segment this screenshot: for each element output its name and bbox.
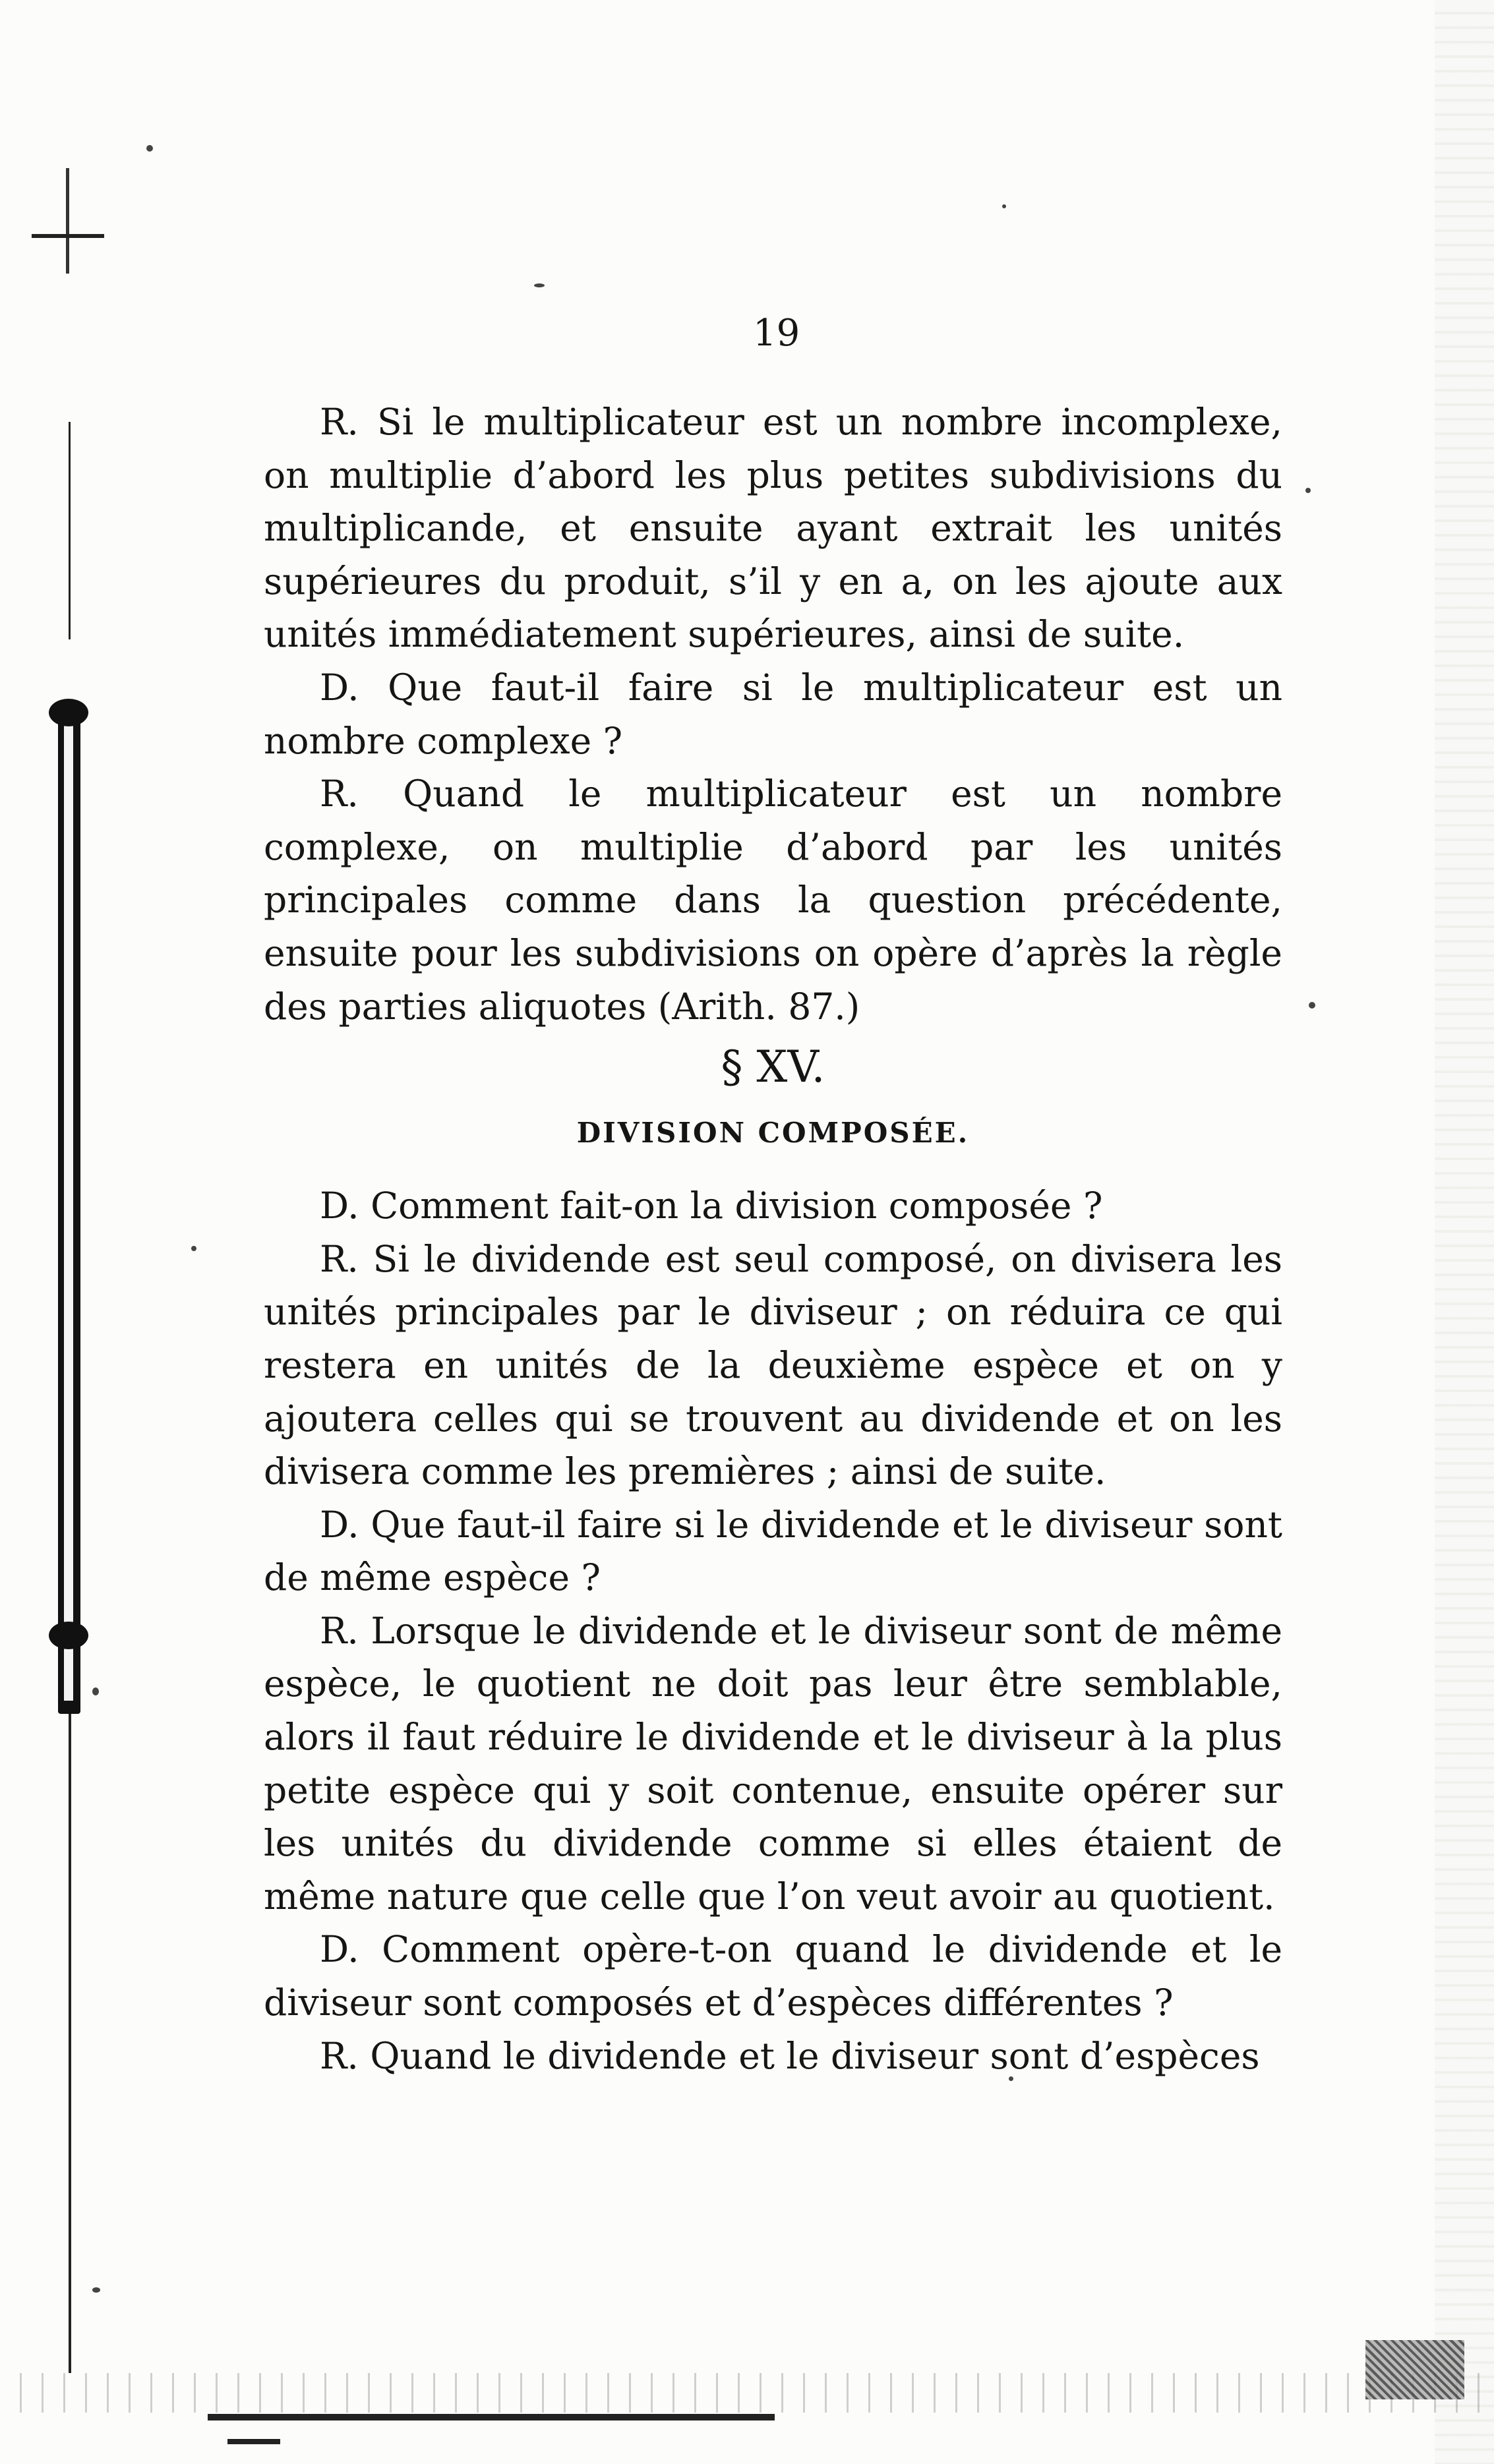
- question-paragraph: D. Comment fait-on la division composée ?: [320, 1185, 1103, 1227]
- speck: [146, 145, 153, 152]
- question-paragraph: D. Que faut-il faire si le dividende et le diviseur sont de même espèce ?: [264, 1503, 1282, 1599]
- speck: [1305, 488, 1311, 493]
- bottom-rule: [208, 2414, 775, 2420]
- speck: [92, 1687, 99, 1695]
- bottom-rule-short: [227, 2439, 280, 2444]
- body-text: [264, 396, 1282, 2082]
- speck: [534, 283, 545, 287]
- speck: [1309, 1002, 1315, 1009]
- question-paragraph: D. Comment opère-t-on quand le dividende et le diviseur sont composés et d’espèces différentes ?: [264, 1928, 1282, 2024]
- binding-knob-top: [49, 699, 88, 726]
- answer-paragraph: R. Lorsque le dividende et le diviseur sont de même espèce, le quotient ne doit pas leur être semblable, alors il faut réduire le dividende et le diviseur à la plus petite espèce qui y soit contenue, ensuite opérer sur les unités du dividende comme si elles étaient de même nature que celle que l’on veut avoir au quotient.: [264, 1609, 1282, 1918]
- answer-paragraph: R. Quand le multiplicateur est un nombre complexe, on multiplie d’abord par les unités principales comme dans la question précédente, ensuite pour les subdivisions on opère d’après la règle des parties aliquotes (Arith. 87.): [264, 773, 1282, 1028]
- section-subheading: DIVISION COMPOSÉE.: [576, 1117, 970, 1150]
- binding-line-upper: [69, 422, 71, 639]
- answer-paragraph: R. Si le multiplicateur est un nombre incomplexe, on multiplie d’abord les plus petites subdivisions du multiplicande, et ensuite ayant extrait les unités supérieures du produit, s’il y en a, on les ajoute aux unités immédiatement supérieures, ainsi de suite.: [264, 401, 1282, 656]
- answer-paragraph: R. Quand le dividende et le diviseur sont d’espèces: [320, 2034, 1260, 2077]
- speck: [191, 1246, 196, 1251]
- section-heading: § XV.: [721, 1041, 825, 1093]
- page-edge-bottom: [0, 2373, 1494, 2413]
- page-number: 19: [753, 312, 800, 355]
- speck: [92, 2287, 100, 2293]
- answer-paragraph: R. Si le dividende est seul composé, on divisera les unités principales par le diviseur ; on réduira ce qui restera en unités de la deuxième espèce et on y ajoutera celles qui se trouvent au dividende et on les divisera comme les premières ; ainsi de suite.: [264, 1237, 1282, 1493]
- page-edge-right: [1435, 0, 1494, 2464]
- binding-mark-vertical: [66, 168, 69, 274]
- binding-rule: [58, 712, 80, 1714]
- corner-stain: [1365, 2340, 1464, 2399]
- speck: [1002, 204, 1006, 208]
- question-paragraph: D. Que faut-il faire si le multiplicateur est un nombre complexe ?: [264, 666, 1282, 762]
- binding-knob-middle: [49, 1622, 88, 1649]
- binding-line-lower: [69, 1714, 71, 2373]
- binding-mark-horizontal: [32, 234, 104, 238]
